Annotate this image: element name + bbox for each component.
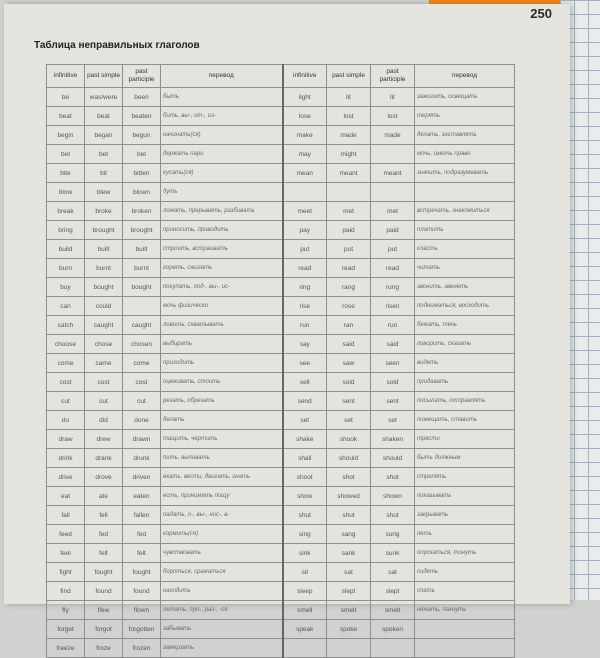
left-infinitive-cell: fall xyxy=(47,506,85,525)
header-past-participle: past participle xyxy=(123,65,161,88)
left-infinitive-cell: find xyxy=(47,582,85,601)
right-infinitive-cell: make xyxy=(283,126,327,145)
right-translation-cell: платить xyxy=(415,221,515,240)
left-translation-cell: бороться, сражаться xyxy=(161,563,283,582)
right-past-participle-cell: rung xyxy=(371,278,415,297)
right-infinitive-cell: lose xyxy=(283,107,327,126)
right-past-simple-cell: sent xyxy=(327,392,371,411)
left-past-participle-cell: fallen xyxy=(123,506,161,525)
left-past-participle-cell: frozen xyxy=(123,639,161,658)
left-past-simple-cell: built xyxy=(85,240,123,259)
left-past-participle-cell: eaten xyxy=(123,487,161,506)
left-past-simple-cell: beat xyxy=(85,107,123,126)
book-page xyxy=(4,4,570,652)
left-past-participle-cell: forgotten xyxy=(123,620,161,639)
table-row xyxy=(47,221,515,240)
right-past-simple-cell: slept xyxy=(327,582,371,601)
left-infinitive-cell: cost xyxy=(47,373,85,392)
left-infinitive-cell: drink xyxy=(47,449,85,468)
left-translation-cell: есть, принимать пищу xyxy=(161,487,283,506)
left-translation-cell: покупать, под-, вы-, ис- xyxy=(161,278,283,297)
left-past-participle-cell: cost xyxy=(123,373,161,392)
right-infinitive-cell: sell xyxy=(283,373,327,392)
table-row xyxy=(47,582,515,601)
right-translation-cell: звонить, звенеть xyxy=(415,278,515,297)
right-infinitive-cell: rise xyxy=(283,297,327,316)
header-past-simple: past simple xyxy=(85,65,123,88)
right-past-participle-cell: met xyxy=(371,202,415,221)
left-past-participle-cell: cut xyxy=(123,392,161,411)
left-past-simple-cell: forgot xyxy=(85,620,123,639)
right-past-simple-cell: spoke xyxy=(327,620,371,639)
table-row xyxy=(47,525,515,544)
left-translation-cell: чувствовать xyxy=(161,544,283,563)
left-translation-cell: ломать, прерывать, разбивать xyxy=(161,202,283,221)
left-past-participle-cell: caught xyxy=(123,316,161,335)
right-past-participle-cell: shaken xyxy=(371,430,415,449)
left-past-participle-cell: drawn xyxy=(123,430,161,449)
right-past-simple-cell: meant xyxy=(327,164,371,183)
right-infinitive-cell: run xyxy=(283,316,327,335)
table-row xyxy=(47,544,515,563)
right-translation-cell: зажигать, освещать xyxy=(415,88,515,107)
left-translation-cell: быть xyxy=(161,88,283,107)
right-translation-cell: спать xyxy=(415,582,515,601)
left-translation-cell: дуть xyxy=(161,183,283,202)
right-past-participle-cell: set xyxy=(371,411,415,430)
right-past-participle-cell: sung xyxy=(371,525,415,544)
left-past-participle-cell: bet xyxy=(123,145,161,164)
left-past-simple-cell: burnt xyxy=(85,259,123,278)
right-past-simple-cell: met xyxy=(327,202,371,221)
left-infinitive-cell: drive xyxy=(47,468,85,487)
right-infinitive-cell: light xyxy=(283,88,327,107)
left-past-simple-cell: fell xyxy=(85,506,123,525)
right-past-simple-cell: shut xyxy=(327,506,371,525)
right-past-participle-cell: lost xyxy=(371,107,415,126)
left-past-participle-cell: burnt xyxy=(123,259,161,278)
left-translation-cell: приносить, приводить xyxy=(161,221,283,240)
left-infinitive-cell: do xyxy=(47,411,85,430)
left-past-participle-cell: brought xyxy=(123,221,161,240)
right-translation-cell: мочь, иметь право xyxy=(415,145,515,164)
left-past-simple-cell: blew xyxy=(85,183,123,202)
left-translation-cell: выбирать xyxy=(161,335,283,354)
header-past-simple: past simple xyxy=(327,65,371,88)
table-row xyxy=(47,164,515,183)
right-infinitive-cell: send xyxy=(283,392,327,411)
table-row xyxy=(47,411,515,430)
left-translation-cell: делать xyxy=(161,411,283,430)
left-past-simple-cell: did xyxy=(85,411,123,430)
left-past-participle-cell: chosen xyxy=(123,335,161,354)
right-infinitive-cell: sleep xyxy=(283,582,327,601)
left-past-simple-cell: chose xyxy=(85,335,123,354)
right-past-simple-cell: set xyxy=(327,411,371,430)
left-past-simple-cell: fought xyxy=(85,563,123,582)
left-past-simple-cell: broke xyxy=(85,202,123,221)
right-past-participle-cell: shot xyxy=(371,468,415,487)
right-translation-cell xyxy=(415,639,515,658)
left-infinitive-cell: blow xyxy=(47,183,85,202)
header-translation: перевод xyxy=(161,65,283,88)
right-past-simple-cell: rose xyxy=(327,297,371,316)
left-infinitive-cell: freeze xyxy=(47,639,85,658)
left-past-simple-cell: drank xyxy=(85,449,123,468)
right-infinitive-cell: speak xyxy=(283,620,327,639)
right-past-simple-cell: should xyxy=(327,449,371,468)
left-infinitive-cell: bring xyxy=(47,221,85,240)
left-infinitive-cell: draw xyxy=(47,430,85,449)
right-infinitive-cell: say xyxy=(283,335,327,354)
header-infinitive: infinitive xyxy=(283,65,327,88)
right-past-simple-cell: read xyxy=(327,259,371,278)
left-past-simple-cell: cut xyxy=(85,392,123,411)
right-infinitive-cell: shake xyxy=(283,430,327,449)
left-past-participle-cell: bought xyxy=(123,278,161,297)
right-translation-cell: терять xyxy=(415,107,515,126)
left-past-simple-cell: came xyxy=(85,354,123,373)
left-translation-cell: приходить xyxy=(161,354,283,373)
left-past-participle-cell: done xyxy=(123,411,161,430)
right-infinitive-cell: shoot xyxy=(283,468,327,487)
header-infinitive: infinitive xyxy=(47,65,85,88)
right-past-simple-cell: might xyxy=(327,145,371,164)
irregular-verbs-table xyxy=(46,64,515,658)
left-infinitive-cell: catch xyxy=(47,316,85,335)
left-translation-cell: оценивать, стоить xyxy=(161,373,283,392)
right-past-simple-cell: made xyxy=(327,126,371,145)
right-translation-cell: опускаться, тонуть xyxy=(415,544,515,563)
left-past-simple-cell: felt xyxy=(85,544,123,563)
right-translation-cell: класть xyxy=(415,240,515,259)
left-past-simple-cell: cost xyxy=(85,373,123,392)
left-infinitive-cell: build xyxy=(47,240,85,259)
left-past-simple-cell: was/were xyxy=(85,88,123,107)
left-translation-cell: строить, встраивать xyxy=(161,240,283,259)
right-translation-cell: трясти xyxy=(415,430,515,449)
table-row xyxy=(47,373,515,392)
right-past-participle-cell xyxy=(371,183,415,202)
right-past-simple-cell: sank xyxy=(327,544,371,563)
table-row xyxy=(47,259,515,278)
right-past-simple-cell xyxy=(327,639,371,658)
right-translation-cell: петь xyxy=(415,525,515,544)
right-translation-cell: делать, заставлять xyxy=(415,126,515,145)
left-infinitive-cell: feel xyxy=(47,544,85,563)
right-past-participle-cell: sold xyxy=(371,373,415,392)
left-infinitive-cell: feed xyxy=(47,525,85,544)
right-infinitive-cell: mean xyxy=(283,164,327,183)
right-infinitive-cell: put xyxy=(283,240,327,259)
right-past-simple-cell: sold xyxy=(327,373,371,392)
right-past-participle-cell: risen xyxy=(371,297,415,316)
right-translation-cell: стрелять xyxy=(415,468,515,487)
right-infinitive-cell: ring xyxy=(283,278,327,297)
right-translation-cell: подниматься, восходить xyxy=(415,297,515,316)
right-infinitive-cell: sink xyxy=(283,544,327,563)
right-past-participle-cell: shown xyxy=(371,487,415,506)
left-translation-cell: бить, вы-, от-, из- xyxy=(161,107,283,126)
table-row xyxy=(47,107,515,126)
left-infinitive-cell: fight xyxy=(47,563,85,582)
left-past-participle-cell: drunk xyxy=(123,449,161,468)
left-infinitive-cell: be xyxy=(47,88,85,107)
right-past-simple-cell: saw xyxy=(327,354,371,373)
right-infinitive-cell: show xyxy=(283,487,327,506)
right-translation-cell: посылать, отправлять xyxy=(415,392,515,411)
left-past-participle-cell: bitten xyxy=(123,164,161,183)
left-past-simple-cell: found xyxy=(85,582,123,601)
left-translation-cell: кусать(ся) xyxy=(161,164,283,183)
right-past-participle-cell: read xyxy=(371,259,415,278)
left-past-simple-cell: bought xyxy=(85,278,123,297)
right-infinitive-cell: shut xyxy=(283,506,327,525)
table-row xyxy=(47,449,515,468)
left-past-simple-cell: flew xyxy=(85,601,123,620)
right-translation-cell: продавать xyxy=(415,373,515,392)
table-row xyxy=(47,601,515,620)
right-translation-cell: говорить, сказать xyxy=(415,335,515,354)
table-row xyxy=(47,354,515,373)
right-past-participle-cell: seen xyxy=(371,354,415,373)
table-row xyxy=(47,620,515,639)
right-past-participle-cell: sunk xyxy=(371,544,415,563)
table-row xyxy=(47,240,515,259)
left-past-participle-cell: been xyxy=(123,88,161,107)
right-past-simple-cell: sat xyxy=(327,563,371,582)
right-past-participle-cell: spoken xyxy=(371,620,415,639)
left-past-simple-cell: began xyxy=(85,126,123,145)
table-row xyxy=(47,468,515,487)
left-past-participle-cell: fought xyxy=(123,563,161,582)
left-infinitive-cell: choose xyxy=(47,335,85,354)
right-past-participle-cell: made xyxy=(371,126,415,145)
left-past-participle-cell: come xyxy=(123,354,161,373)
right-past-participle-cell: sent xyxy=(371,392,415,411)
left-past-participle-cell: flown xyxy=(123,601,161,620)
left-infinitive-cell: beat xyxy=(47,107,85,126)
right-past-simple-cell: smelt xyxy=(327,601,371,620)
left-translation-cell: начинать(ся) xyxy=(161,126,283,145)
right-past-simple-cell xyxy=(327,183,371,202)
left-infinitive-cell: begin xyxy=(47,126,85,145)
left-past-simple-cell: froze xyxy=(85,639,123,658)
left-infinitive-cell: cut xyxy=(47,392,85,411)
left-infinitive-cell: eat xyxy=(47,487,85,506)
table-row xyxy=(47,88,515,107)
page-number: 250 xyxy=(530,6,552,21)
left-past-simple-cell: ate xyxy=(85,487,123,506)
left-translation-cell: ловить, схватывать xyxy=(161,316,283,335)
right-infinitive-cell: sit xyxy=(283,563,327,582)
right-past-participle-cell: smelt xyxy=(371,601,415,620)
right-infinitive-cell: may xyxy=(283,145,327,164)
left-past-simple-cell: fed xyxy=(85,525,123,544)
left-translation-cell: находить xyxy=(161,582,283,601)
left-translation-cell: падать, о-, вы-, нис-, в- xyxy=(161,506,283,525)
right-infinitive-cell: pay xyxy=(283,221,327,240)
right-infinitive-cell: shall xyxy=(283,449,327,468)
right-translation-cell: сидеть xyxy=(415,563,515,582)
right-infinitive-cell: meet xyxy=(283,202,327,221)
left-infinitive-cell: buy xyxy=(47,278,85,297)
right-past-participle-cell: run xyxy=(371,316,415,335)
right-past-participle-cell: meant xyxy=(371,164,415,183)
right-past-simple-cell: shot xyxy=(327,468,371,487)
left-past-simple-cell: bet xyxy=(85,145,123,164)
right-past-participle-cell: should xyxy=(371,449,415,468)
left-past-participle-cell: begun xyxy=(123,126,161,145)
right-infinitive-cell: read xyxy=(283,259,327,278)
right-past-participle-cell: lit xyxy=(371,88,415,107)
right-translation-cell: закрывать xyxy=(415,506,515,525)
right-past-simple-cell: lost xyxy=(327,107,371,126)
right-infinitive-cell: smell xyxy=(283,601,327,620)
left-infinitive-cell: can xyxy=(47,297,85,316)
right-infinitive-cell xyxy=(283,639,327,658)
right-past-simple-cell: showed xyxy=(327,487,371,506)
table-row xyxy=(47,430,515,449)
right-translation-cell: значить, подразумевать xyxy=(415,164,515,183)
left-infinitive-cell: bite xyxy=(47,164,85,183)
right-past-simple-cell: lit xyxy=(327,88,371,107)
right-past-simple-cell: paid xyxy=(327,221,371,240)
table-row xyxy=(47,183,515,202)
left-past-participle-cell: felt xyxy=(123,544,161,563)
left-translation-cell: забывать xyxy=(161,620,283,639)
right-past-participle-cell: paid xyxy=(371,221,415,240)
table-row xyxy=(47,335,515,354)
right-translation-cell: видеть xyxy=(415,354,515,373)
table-title: Таблица неправильных глаголов xyxy=(34,40,200,51)
left-past-participle-cell: blown xyxy=(123,183,161,202)
table-row xyxy=(47,126,515,145)
left-past-simple-cell: bit xyxy=(85,164,123,183)
right-infinitive-cell: set xyxy=(283,411,327,430)
left-past-participle-cell xyxy=(123,297,161,316)
table-row xyxy=(47,639,515,658)
left-translation-cell: держать пари xyxy=(161,145,283,164)
right-translation-cell: быть должным xyxy=(415,449,515,468)
left-infinitive-cell: forget xyxy=(47,620,85,639)
left-translation-cell: гореть, сжигать xyxy=(161,259,283,278)
left-infinitive-cell: bet xyxy=(47,145,85,164)
left-past-participle-cell: broken xyxy=(123,202,161,221)
left-past-simple-cell: drew xyxy=(85,430,123,449)
right-past-participle-cell: put xyxy=(371,240,415,259)
table-row xyxy=(47,506,515,525)
table-row xyxy=(47,487,515,506)
right-past-participle-cell xyxy=(371,639,415,658)
right-translation-cell: читать xyxy=(415,259,515,278)
table-row xyxy=(47,202,515,221)
left-past-simple-cell: could xyxy=(85,297,123,316)
left-infinitive-cell: break xyxy=(47,202,85,221)
left-past-participle-cell: beaten xyxy=(123,107,161,126)
right-translation-cell: нюхать, пахнуть xyxy=(415,601,515,620)
right-past-participle-cell xyxy=(371,145,415,164)
left-past-participle-cell: built xyxy=(123,240,161,259)
table-row xyxy=(47,392,515,411)
right-translation-cell xyxy=(415,620,515,639)
left-past-simple-cell: caught xyxy=(85,316,123,335)
table-row xyxy=(47,297,515,316)
table-row xyxy=(47,563,515,582)
right-past-simple-cell: rang xyxy=(327,278,371,297)
left-past-simple-cell: brought xyxy=(85,221,123,240)
left-translation-cell: кормить(ся) xyxy=(161,525,283,544)
left-translation-cell: ехать, вести, двигать, гнать xyxy=(161,468,283,487)
left-past-participle-cell: driven xyxy=(123,468,161,487)
right-translation-cell xyxy=(415,183,515,202)
left-translation-cell: тащить, чертить xyxy=(161,430,283,449)
left-infinitive-cell: fly xyxy=(47,601,85,620)
left-translation-cell: летать, про-, раз-, -ся xyxy=(161,601,283,620)
header-translation: перевод xyxy=(415,65,515,88)
table-row xyxy=(47,145,515,164)
right-past-participle-cell: shut xyxy=(371,506,415,525)
right-infinitive-cell: sing xyxy=(283,525,327,544)
left-translation-cell: замерзать xyxy=(161,639,283,658)
right-translation-cell: показывать xyxy=(415,487,515,506)
left-past-participle-cell: fed xyxy=(123,525,161,544)
table-row xyxy=(47,278,515,297)
right-infinitive-cell: see xyxy=(283,354,327,373)
header-past-participle: past participle xyxy=(371,65,415,88)
right-infinitive-cell xyxy=(283,183,327,202)
left-past-simple-cell: drove xyxy=(85,468,123,487)
left-translation-cell: мочь физически xyxy=(161,297,283,316)
table-row xyxy=(47,316,515,335)
left-infinitive-cell: burn xyxy=(47,259,85,278)
right-past-simple-cell: put xyxy=(327,240,371,259)
left-past-participle-cell: found xyxy=(123,582,161,601)
right-past-simple-cell: sang xyxy=(327,525,371,544)
left-translation-cell: пить, выпивать xyxy=(161,449,283,468)
left-translation-cell: резать, обрезать xyxy=(161,392,283,411)
table-header-row xyxy=(47,65,515,88)
right-translation-cell: бежать, течь xyxy=(415,316,515,335)
left-infinitive-cell: come xyxy=(47,354,85,373)
right-translation-cell: встречать, знакомиться xyxy=(415,202,515,221)
right-past-participle-cell: slept xyxy=(371,582,415,601)
right-past-simple-cell: said xyxy=(327,335,371,354)
right-translation-cell: помещать, ставить xyxy=(415,411,515,430)
right-past-simple-cell: ran xyxy=(327,316,371,335)
right-past-participle-cell: said xyxy=(371,335,415,354)
right-past-simple-cell: shook xyxy=(327,430,371,449)
right-past-participle-cell: sat xyxy=(371,563,415,582)
